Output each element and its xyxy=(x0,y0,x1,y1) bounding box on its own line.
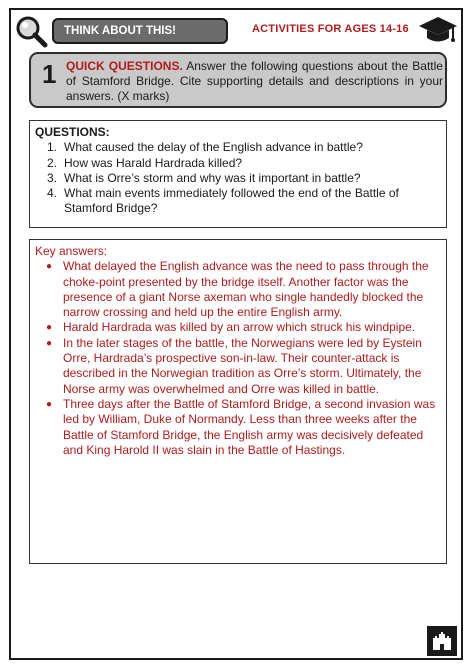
answer-text: Three days after the Battle of Stamford Bridge, a second invasion was led by William, Duke of Normandy. Less than three weeks after the Battle of Stamford Bridge, the English army was decisively defeated and King Harold II was slain in the Battle of Hastings. xyxy=(63,396,436,457)
question-text: What is Orre’s storm and why was it important in battle? xyxy=(64,170,361,185)
bullet-icon: ● xyxy=(45,322,53,334)
question-number: 4. xyxy=(46,186,57,201)
quick-questions-instructions xyxy=(66,59,443,104)
magnifier-icon xyxy=(14,14,48,48)
activity-number: 1 xyxy=(42,59,57,89)
question-number: 3. xyxy=(46,170,57,185)
graduation-cap-icon xyxy=(418,14,458,46)
quick-questions-box xyxy=(29,52,447,108)
key-answers-box xyxy=(29,239,447,564)
answer-text: In the later stages of the battle, the Norwegians were led by Eystein Orre, Hardrada’s prospective son-in-law. Their counter-attack is described in the Norwegian tradition as Orre’s storm. Ultimately, the Norse army was overwhelmed and Orre was killed in battle. xyxy=(63,335,422,396)
castle-logo-icon xyxy=(427,626,457,656)
answer-item xyxy=(35,336,440,397)
question-number: 1. xyxy=(46,140,57,155)
key-answers-list xyxy=(35,259,440,458)
answer-item xyxy=(35,320,440,335)
question-item xyxy=(35,156,438,171)
question-item xyxy=(35,186,438,217)
answer-item xyxy=(35,259,440,320)
questions-heading: QUESTIONS: xyxy=(35,125,110,139)
key-answers-heading: Key answers: xyxy=(35,244,108,258)
question-text: How was Harald Hardrada killed? xyxy=(64,155,243,170)
questions-list xyxy=(35,140,438,216)
answer-text: Harald Hardrada was killed by an arrow which struck his windpipe. xyxy=(63,320,416,335)
activities-age-label: ACTIVITIES FOR AGES 14-16 xyxy=(252,23,409,35)
quick-questions-title: QUICK QUESTIONS. xyxy=(66,59,183,73)
bullet-icon: ● xyxy=(45,398,53,410)
think-about-this-banner xyxy=(52,18,228,44)
quick-questions-body: Answer the following questions about the Battle of Stamford Bridge. Cite supporting details and descriptions in your answers. (X marks) xyxy=(66,59,443,103)
bullet-icon: ● xyxy=(45,337,53,349)
question-number: 2. xyxy=(46,155,57,170)
question-text: What caused the delay of the English advance in battle? xyxy=(64,140,363,155)
think-about-this-label: THINK ABOUT THIS! xyxy=(64,25,177,37)
answer-item xyxy=(35,397,440,458)
answer-text: What delayed the English advance was the need to pass through the choke-point presented by the bridge itself. Another factor was the presence of a giant Norse axeman who single handedly blocked the narrow crossing and held up the entire English army. xyxy=(63,259,429,320)
bullet-icon: ● xyxy=(45,261,53,273)
question-item xyxy=(35,171,438,186)
question-text: What main events immediately followed the end of the Battle of Stamford Bridge? xyxy=(64,186,399,216)
question-item xyxy=(35,140,438,155)
questions-box xyxy=(29,120,447,228)
